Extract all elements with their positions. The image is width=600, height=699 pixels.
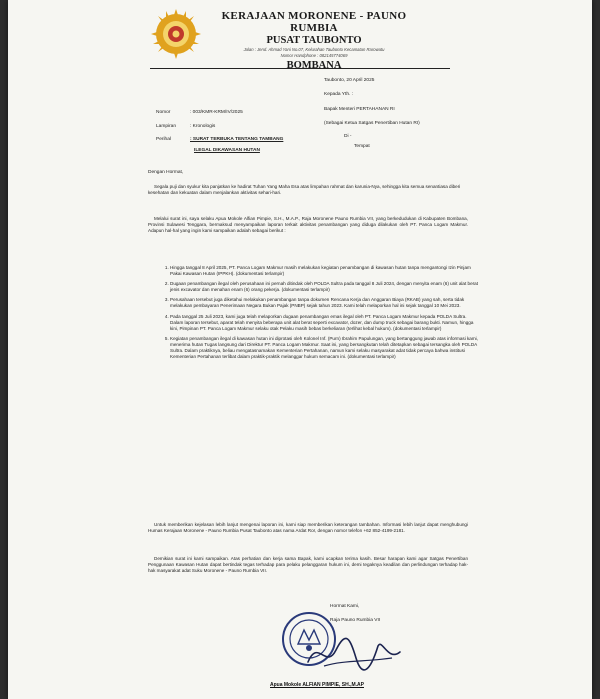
list-item: 4. Pada tanggal 25 Juli 2023, kami juga telah melaporkan dugaan penambangan emas ilegal oleh PT. Panca Logam Makmur kepada POLDA Sultra. Dalam laporan tersebut, aparat telah menyita beberapa unit alat berat seperti excavator, dozer, dan dump truck sebagai barang bukti. Namun, hingga kini, Pimpinan PT. Panca Logam Makmur selaku otak Pelaku masih bebas berkeliaran (terlihat kebal hukum). (dokumentasi terlampir) xyxy=(170,314,480,332)
region-name: BOMBANA xyxy=(286,60,342,71)
intro-paragraph: Melalui surat ini, saya selaku Apua Mokole Alfian Pimpie, S.H., M.A.P., Raja Moronene Pauno Rumbia VII, yang berkedudukan di Kabupaten Bombana, Provinsi Sulawesi Tenggara, bermaksud menyampaikan laporan terkait aktivitas penambangan yang diduga dilakukan oleh PT. Panca Logam Makmur. Adapun hal-hal yang ingin kami sampaikan adalah sebagai berikut : xyxy=(148,216,468,234)
recipient-name: Bapak Menteri PERTAHANAN RI xyxy=(324,107,395,112)
opening-paragraph: Segala puji dan syukur kita panjatkan ke hadirat Tuhan Yang Maha Esa atas limpahan rahmat dan karunia-Nya, sehingga kita semua senantiasa diberi kesehatan dan kekuatan dalam menjalankan aktivitas sehari-hari. xyxy=(148,184,461,196)
lampiran-label: Lampiran xyxy=(156,124,176,129)
recipient-to: Kepada Yth. : xyxy=(324,92,353,97)
perihal-label: Perihal xyxy=(156,137,171,142)
header-rule xyxy=(150,68,450,69)
recipient-role: (Sebagai Ketua Satgas Penertiban Hutan RI) xyxy=(324,121,420,126)
signer-title: Raja Pauno Rumbia VII xyxy=(330,618,381,623)
regards: Hormat Kami, xyxy=(330,604,360,609)
recipient-di: Di - xyxy=(344,134,352,139)
kingdom-emblem-icon xyxy=(150,8,202,60)
list-item: 1. Hingga tanggal 8 April 2025, PT. Panca Logam Makmur masih melakukan kegiatan penambangan di kawasan hutan tanpa mengantongi Izin Pinjam Pakai Kawasan Hutan (IPPKH). (dokumentasi terlampir) xyxy=(170,265,480,277)
recipient-tempat: Tempat xyxy=(354,144,370,149)
nomor-label: Nomor xyxy=(156,110,171,115)
perihal-value-2: ILEGAL DIKAWASAN HUTAN xyxy=(194,148,260,153)
salutation: Dengan Hormat, xyxy=(148,170,184,175)
date-place: Taubonto, 20 April 2025 xyxy=(324,78,375,83)
signer-name: Apua Mokole ALFIAN PIMPIE, SH.,M.AP xyxy=(270,682,364,688)
perihal-value-1: : SURAT TERBUKA TENTANG TAMBANG xyxy=(190,137,284,142)
letterhead xyxy=(204,10,424,71)
lampiran-value: : Kronologis xyxy=(190,124,216,129)
report-list xyxy=(158,265,480,364)
center-name: PUSAT TAUBONTO xyxy=(266,35,362,46)
handwritten-signature-icon xyxy=(304,632,404,674)
org-phone: Nomor Handphone : 082145774069 xyxy=(280,53,348,58)
org-address: Jalan : Jend. Ahmad Yani No.07, Kelurahan Taubonto Kecamatan Rarowatu xyxy=(243,47,385,52)
list-item: 2. Dugaan penambangan ilegal oleh perusahaan ini pernah ditindak oleh POLDA Sultra pada tanggal 8 Juli 2024, dengan menyita enam (6) unit alat berat jenis excavator dan menahan enam (6) orang pekerja. (dokumentasi terlampir) xyxy=(170,281,480,293)
list-item: 3. Perusahaan tersebut juga diketahui melakukan penambangan tanpa dokumen Rencana Kerja dan Anggaran Biaya (RKAB) yang sah, serta tidak melakukan pembayaran Penerimaan Negara Bukan Pajak (PNBP) sejak tahun 2023. Kami telah melaporkan hal ini sejak tanggal 10 Mei 2023. xyxy=(170,297,480,309)
org-name: KERAJAAN MORONENE - PAUNO RUMBIA xyxy=(221,10,407,34)
letter-page xyxy=(8,0,592,699)
nomor-value: : 003/KMR-KRM/IV/2025 xyxy=(190,110,243,115)
closing-paragraph-1: Untuk memberikan kejelasan lebih lanjut mengenai laporan ini, kami siap memberikan keterangan tambahan. Informasi lebih lanjut dapat menghubungi Humas Kerajaan Moronene - Pauno Rumbia Pusat Taubonto atas nama Ardat Ror, dengan nomor telefon +62 852-4199-2181. xyxy=(148,522,468,534)
closing-paragraph-2: Demikian surat ini kami sampaikan. Atas perhatian dan kerja sama Bapak, kami ucapkan terima kasih. Besar harapan kami agar Satgas Penertiban Penggunaan Kawasan Hutan dapat bertindak tegas terhadap para pelaku pelanggaran hukum ini, demi tegaknya keadilan dan perlindungan terhadap hak-hak masyarakat adat Suku Moronene - Pauno Rumbia VII. xyxy=(148,556,468,574)
list-item: 5. Kegiatan penambangan ilegal di kawasan hutan ini diprotasi oleh Kolonel Inf. (Purn) Ibrahim Papulungan, yang bertanggung jawab atas informasi kami, menerima hutan Tugas langsung dari Direktur PT. Panca Logam Makmur. Saat ini, yang bersangkutan telah ditetapkan sebagai tersangka oleh POLDA Sultra. Dalam praktiknya, beliau mengatasnamakan Kementerian Pertahanan, namun kami selaku masyarakat adat tidak percaya bahwa institusi Kementerian Pertahanan terlibat dalam praktik-praktik melanggar hukum semacam ini. (dokumentasi terlampir) xyxy=(170,336,480,360)
